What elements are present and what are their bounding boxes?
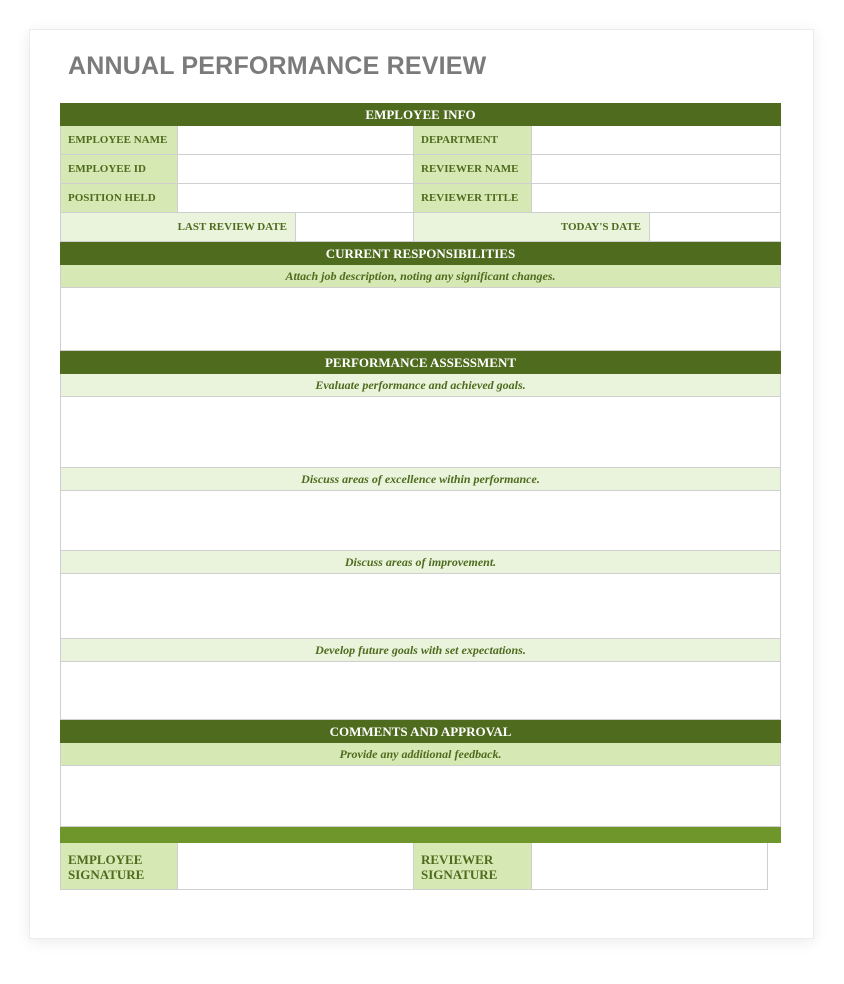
goals-field[interactable]	[60, 662, 781, 720]
employee-signature-label-line2: SIGNATURE	[68, 867, 145, 882]
reviewer-signature-label-line2: SIGNATURE	[421, 867, 498, 882]
employee-id-field[interactable]	[178, 155, 414, 184]
employee-name-field[interactable]	[178, 126, 414, 155]
department-field[interactable]	[532, 126, 781, 155]
improvement-prompt: Discuss areas of improvement.	[60, 551, 781, 574]
reviewer-title-label: REVIEWER TITLE	[414, 184, 532, 213]
todays-date-field[interactable]	[650, 213, 781, 242]
employee-info-header: EMPLOYEE INFO	[60, 103, 781, 126]
reviewer-name-label: REVIEWER NAME	[414, 155, 532, 184]
page-title: ANNUAL PERFORMANCE REVIEW	[68, 52, 487, 80]
reviewer-signature-field[interactable]	[532, 843, 768, 890]
review-form	[60, 103, 781, 890]
employee-signature-label	[60, 843, 178, 890]
position-held-field[interactable]	[178, 184, 414, 213]
info-row-3	[60, 184, 781, 213]
evaluate-prompt: Evaluate performance and achieved goals.	[60, 374, 781, 397]
employee-name-label: EMPLOYEE NAME	[60, 126, 178, 155]
todays-date-label: TODAY'S DATE	[414, 213, 650, 242]
signature-row	[60, 843, 781, 890]
improvement-field[interactable]	[60, 574, 781, 639]
reviewer-signature-label	[414, 843, 532, 890]
responsibilities-instruction: Attach job description, noting any significant changes.	[60, 265, 781, 288]
department-label: DEPARTMENT	[414, 126, 532, 155]
assessment-header: PERFORMANCE ASSESSMENT	[60, 351, 781, 374]
info-row-2	[60, 155, 781, 184]
reviewer-signature-label-line1: REVIEWER	[421, 852, 494, 867]
comments-header: COMMENTS AND APPROVAL	[60, 720, 781, 743]
evaluate-field[interactable]	[60, 397, 781, 468]
reviewer-name-field[interactable]	[532, 155, 781, 184]
info-row-4	[60, 213, 781, 242]
responsibilities-header: CURRENT RESPONSIBILITIES	[60, 242, 781, 265]
goals-prompt: Develop future goals with set expectations.	[60, 639, 781, 662]
responsibilities-field[interactable]	[60, 288, 781, 351]
last-review-date-label: LAST REVIEW DATE	[60, 213, 296, 242]
excellence-field[interactable]	[60, 491, 781, 551]
employee-signature-field[interactable]	[178, 843, 414, 890]
employee-id-label: EMPLOYEE ID	[60, 155, 178, 184]
reviewer-title-field[interactable]	[532, 184, 781, 213]
green-divider-bar	[60, 827, 781, 843]
position-held-label: POSITION HELD	[60, 184, 178, 213]
comments-field[interactable]	[60, 766, 781, 827]
info-row-1	[60, 126, 781, 155]
employee-signature-label-line1: EMPLOYEE	[68, 852, 143, 867]
comments-instruction: Provide any additional feedback.	[60, 743, 781, 766]
excellence-prompt: Discuss areas of excellence within performance.	[60, 468, 781, 491]
last-review-date-field[interactable]	[296, 213, 414, 242]
